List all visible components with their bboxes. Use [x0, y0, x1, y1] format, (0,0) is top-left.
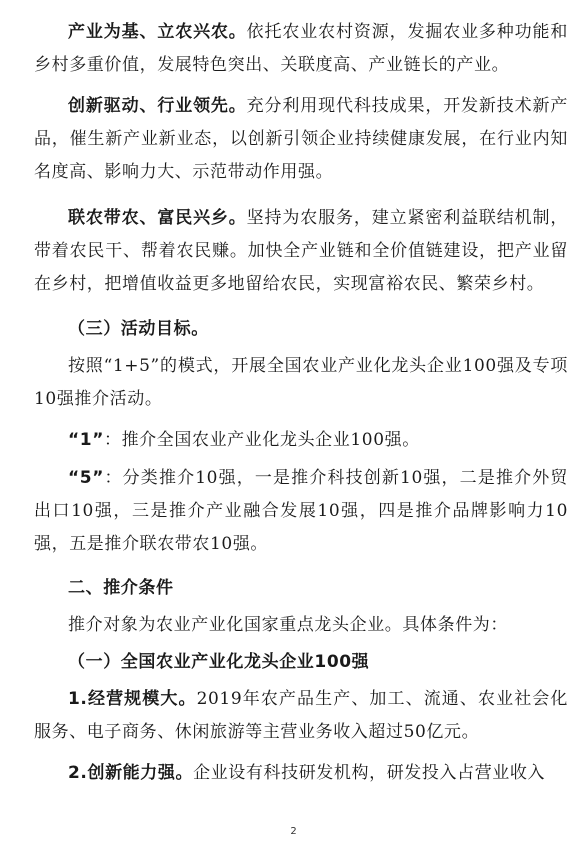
paragraph-industry-foundation [34, 16, 568, 82]
paragraph-body: 依托农业农村资源，发掘农业多种功能和乡村多重价值，发展特色突出、关联度高、产业链长的产业。 [34, 22, 568, 75]
paragraph-one [34, 424, 568, 457]
paragraph-lead: 创新驱动、行业领先。 [68, 96, 247, 116]
paragraph-lead: “5” [68, 468, 104, 488]
paragraph-lead: “1” [68, 430, 104, 450]
paragraph-body: 充分利用现代科技成果，开发新技术新产品，催生新产业新业态，以创新引领企业持续健康发展，在行业内知名度高、影响力大、示范带动作用强。 [34, 96, 568, 182]
paragraph-body: 坚持为农服务，建立紧密利益联结机制，带着农民干、帮着农民赚。加快全产业链和全价值链建设，把产业留在乡村，把增值收益更多地留给农民，实现富裕农民、繁荣乡村。 [34, 208, 568, 294]
paragraph-lead: 2.创新能力强。 [68, 763, 194, 783]
paragraph-body: 企业设有科技研发机构，研发投入占营业收入 [193, 763, 546, 783]
paragraph-model: 按照“1+5”的模式，开展全国农业产业化龙头企业100强及专项10强推介活动。 [34, 356, 568, 409]
paragraph-innovation-driven [34, 90, 568, 189]
paragraph-farmer-linkage [34, 202, 568, 301]
paragraph-scale [34, 683, 568, 749]
paragraph-innovation-capacity [34, 757, 568, 790]
paragraph-lead: 联农带农、富民兴乡。 [68, 208, 247, 228]
paragraph-body: 2019年农产品生产、加工、流通、农业社会化服务、电子商务、休闲旅游等主营业务收入超过50亿元。 [34, 689, 568, 742]
page-number: 2 [290, 826, 297, 837]
paragraph-body: ：分类推介10强，一是推介科技创新10强，二是推介外贸出口10强，三是推介产业融合发展10强，四是推介品牌影响力10强，五是推介联农带农10强。 [34, 468, 568, 554]
section-heading-conditions: 二、推介条件 [68, 578, 174, 598]
paragraph-body: ：推介全国农业产业化龙头企业100强。 [103, 430, 420, 450]
paragraph-recommend-target: 推介对象为农业产业化国家重点龙头企业。具体条件为： [68, 615, 508, 635]
paragraph-five [34, 462, 568, 561]
paragraph-lead: 产业为基、立农兴农。 [68, 22, 247, 42]
section-heading-top100: （一）全国农业产业化龙头企业100强 [68, 652, 370, 672]
section-heading-activity-goals: （三）活动目标。 [68, 319, 209, 339]
paragraph-lead: 1.经营规模大。 [68, 689, 197, 709]
